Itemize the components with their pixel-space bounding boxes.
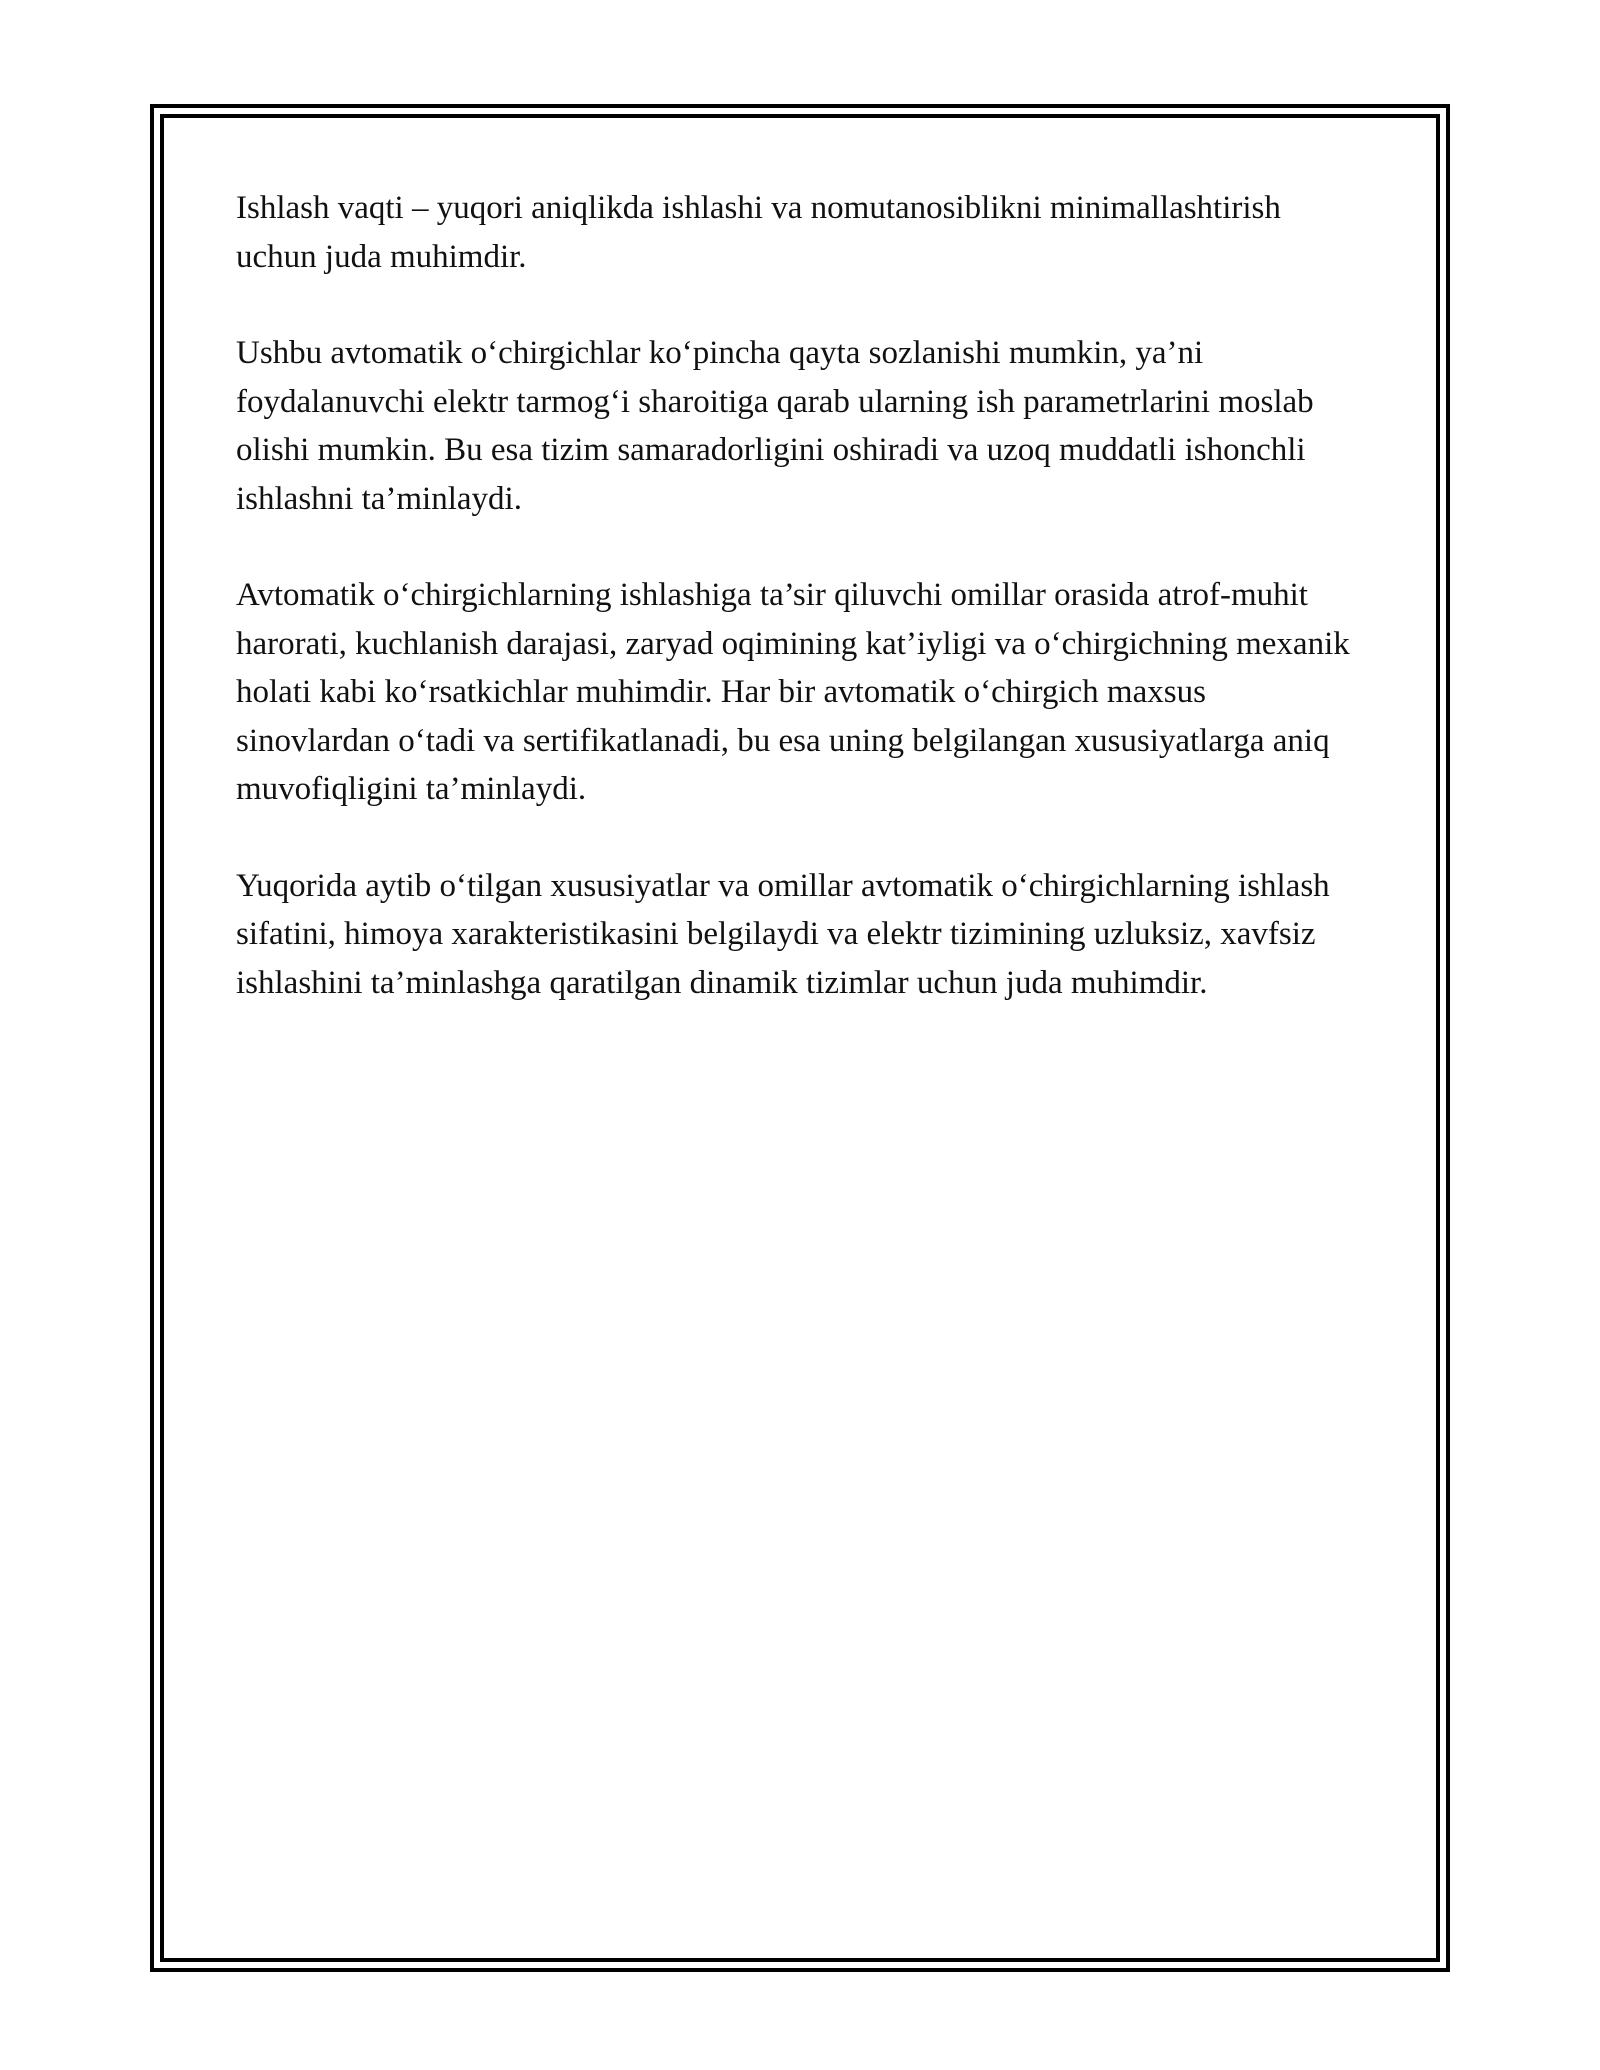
document-body — [236, 184, 1366, 1055]
paragraph-2: Ushbu avtomatik o‘chirgichlar ko‘pincha qayta sozlanishi mumkin, ya’ni foydalanuvchi elektr tarmog‘i sharoitiga qarab ularning ish parametrlarini moslab olishi mumkin. Bu esa tizim samaradorligini oshiradi va uzoq muddatli ishonchli ishlashni ta’minlaydi. — [236, 335, 1314, 517]
paragraph-4: Yuqorida aytib o‘tilgan xususiyatlar va omillar avtomatik o‘chirgichlarning ishlash sifatini, himoya xarakteristikasini belgilaydi va elektr tizimining uzluksiz, xavfsiz ishlashini ta’minlashga qaratilgan dinamik tizimlar uchun juda muhimdir. — [236, 867, 1330, 1001]
paragraph-1: Ishlash vaqti – yuqori aniqlikda ishlashi va nomutanosiblikni minimallashtirish uchun juda muhimdir. — [236, 190, 1281, 275]
paragraph-3: Avtomatik o‘chirgichlarning ishlashiga ta’sir qiluvchi omillar orasida atrof-muhit harorati, kuchlanish darajasi, zaryad oqimining kat’iyligi va o‘chirgichning mexanik holati kabi ko‘rsatkichlar muhimdir. Har bir avtomatik o‘chirgich maxsus sinovlardan o‘tadi va sertifikatlanadi, bu esa uning belgilangan xususiyatlarga aniq muvofiqligini ta’minlaydi. — [236, 577, 1350, 807]
